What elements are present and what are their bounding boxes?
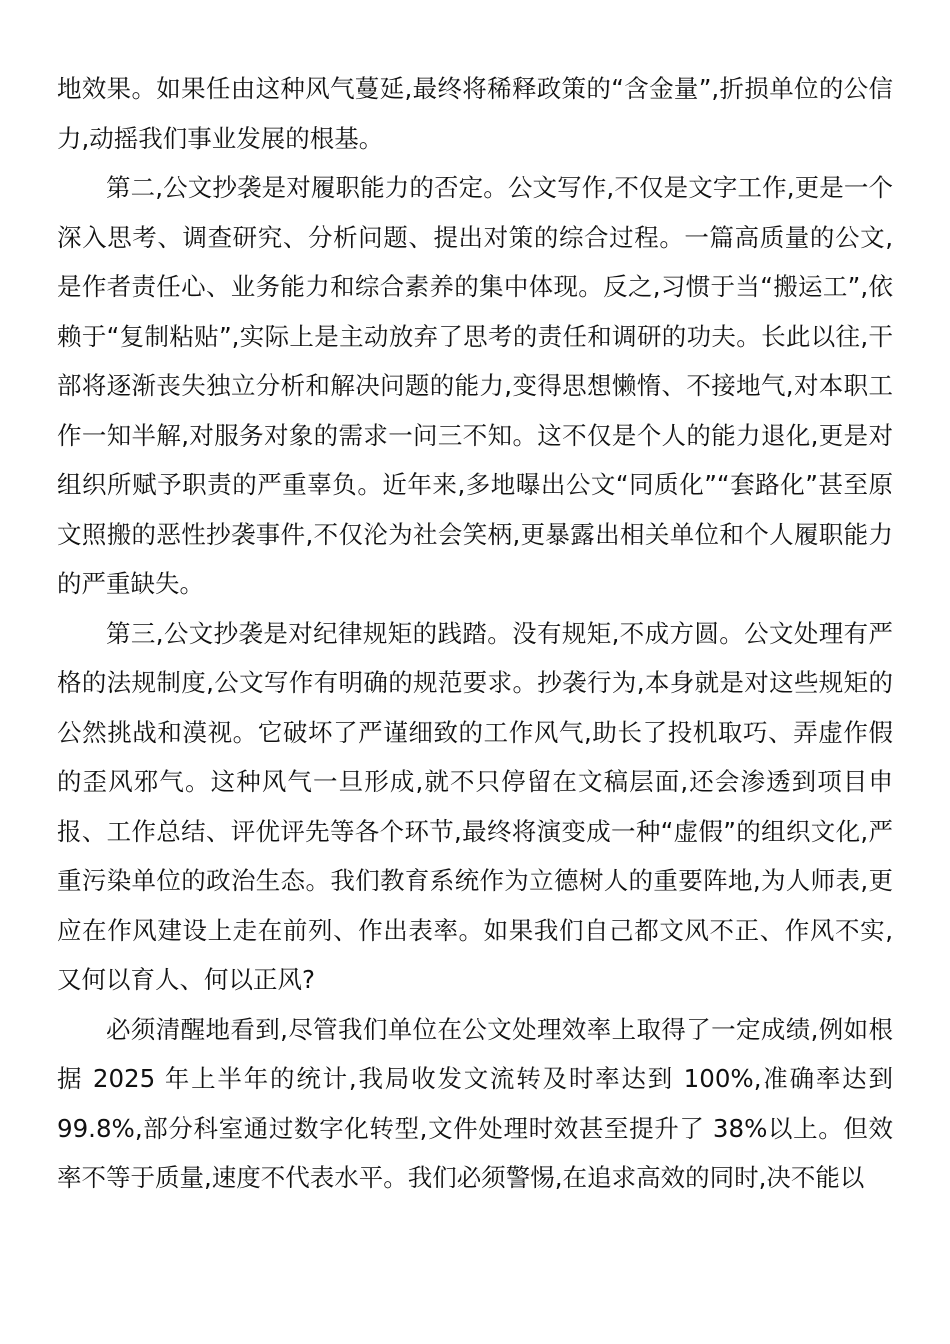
paragraph-third-point: 第三,公文抄袭是对纪律规矩的践踏。没有规矩,不成方圆。公文处理有严格的法规制度,公文写作有明确的规范要求。抄袭行为,本身就是对这些规矩的公然挑战和漠视。它破坏了严谨细致的工作风气,助长了投机取巧、弄虚作假的歪风邪气。这种风气一旦形成,就不只停留在文稿层面,还会渗透到项目申报、工作总结、评优评先等各个环节,最终将演变成一种“虚假”的组织文化,严重污染单位的政治生态。我们教育系统作为立德树人的重要阵地,为人师表,更应在作风建设上走在前列、作出表率。如果我们自己都文风不正、作风不实,又何以育人、何以正风?	[57, 618, 893, 994]
paragraph-continuation: 地效果。如果任由这种风气蔓延,最终将稀释政策的“含金量”,折损单位的公信力,动摇我们事业发展的根基。	[57, 74, 893, 153]
document-body	[57, 64, 893, 1203]
paragraph-efficiency-stats: 必须清醒地看到,尽管我们单位在公文处理效率上取得了一定成绩,例如根据 2025 年上半年的统计,我局收发文流转及时率达到 100%,准确率达到 99.8%,部分科室通过数字化转型,文件处理时效甚至提升了 38%以上。但效率不等于质量,速度不代表水平。我们必须警惕,在追求高效的同时,决不能以	[57, 1014, 893, 1192]
paragraph-second-point: 第二,公文抄袭是对履职能力的否定。公文写作,不仅是文字工作,更是一个深入思考、调查研究、分析问题、提出对策的综合过程。一篇高质量的公文,是作者责任心、业务能力和综合素养的集中体现。反之,习惯于当“搬运工”,依赖于“复制粘贴”,实际上是主动放弃了思考的责任和调研的功夫。长此以往,干部将逐渐丧失独立分析和解决问题的能力,变得思想懒惰、不接地气,对本职工作一知半解,对服务对象的需求一问三不知。这不仅是个人的能力退化,更是对组织所赋予职责的严重辜负。近年来,多地曝出公文“同质化”“套路化”甚至原文照搬的恶性抄袭事件,不仅沦为社会笑柄,更暴露出相关单位和个人履职能力的严重缺失。	[57, 173, 893, 598]
